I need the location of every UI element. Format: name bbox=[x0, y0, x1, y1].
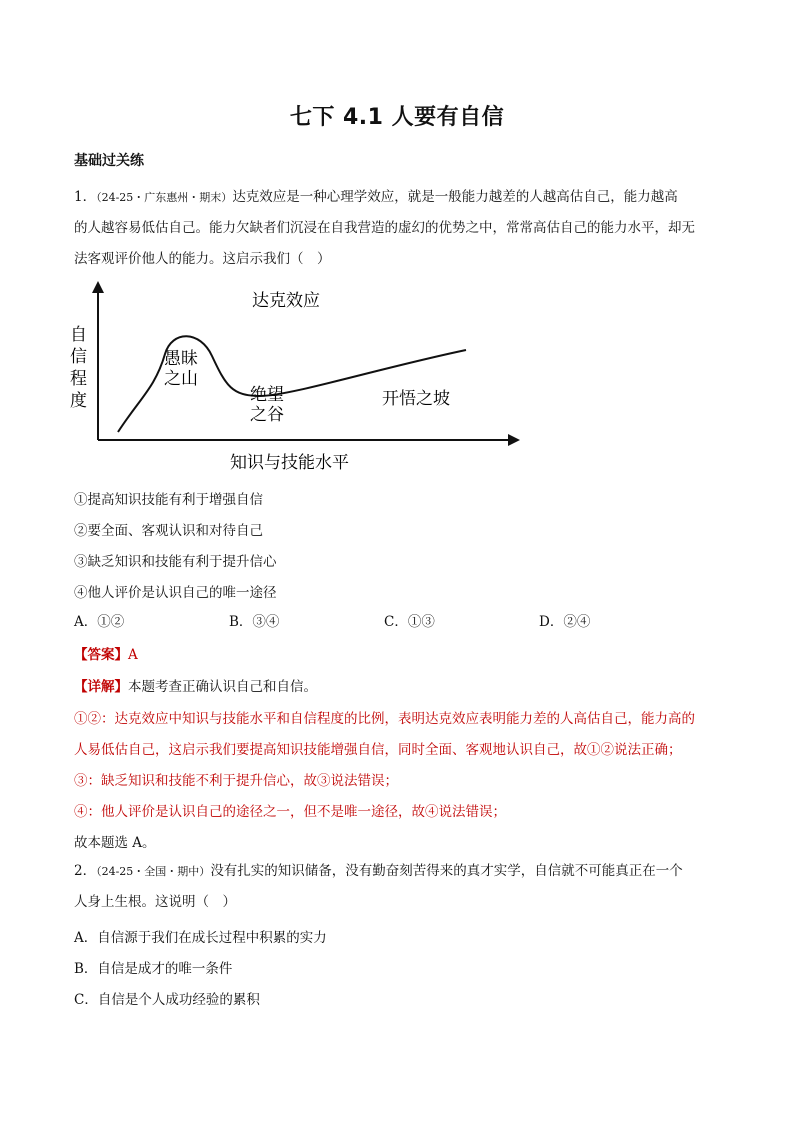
question-2-stem-line-1: 没有扎实的知识储备，没有勤奋刻苦得来的真才实学，自信就不可能真正在一个 bbox=[210, 863, 683, 879]
question-1-number: 1． bbox=[74, 189, 97, 205]
statement-1: ①提高知识技能有利于增强自信 bbox=[74, 492, 263, 508]
question-2-option-c: C．自信是个人成功经验的累积 bbox=[74, 992, 260, 1008]
dunning-kruger-figure bbox=[60, 278, 530, 482]
option-d: D．②④ bbox=[539, 614, 591, 630]
y-axis-label-2: 信 bbox=[70, 347, 87, 367]
x-axis-label: 知识与技能水平 bbox=[230, 453, 349, 473]
statement-4: ④他人评价是认识自己的唯一途径 bbox=[74, 585, 277, 601]
y-axis-arrow bbox=[92, 281, 104, 293]
question-2-option-b: B．自信是成才的唯一条件 bbox=[74, 961, 233, 977]
detail-line bbox=[74, 675, 317, 695]
answer-value: A bbox=[128, 647, 138, 663]
analysis-line-1: ①②：达克效应中知识与技能水平和自信程度的比例，表明达克效应表明能力差的人高估自己，能力高的 bbox=[74, 711, 695, 727]
question-1-stem-line-3: 法客观评价他人的能力。这启示我们（ ） bbox=[74, 251, 331, 267]
question-2-stem-line-2: 人身上生根。这说明（ ） bbox=[74, 894, 236, 910]
page-title: 七下 4.1 人要有自信 bbox=[289, 105, 505, 130]
statement-3: ③缺乏知识和技能有利于提升信心 bbox=[74, 554, 277, 570]
question-2-stem bbox=[74, 856, 724, 918]
valley-label-line-2: 之谷 bbox=[250, 405, 284, 425]
analysis-line-4: ④：他人评价是认识自己的途径之一，但不是唯一途径，故④说法错误； bbox=[74, 804, 506, 820]
option-a: A．①② bbox=[74, 614, 125, 630]
question-1-source: （24-25・广东惠州・期末） bbox=[96, 191, 233, 204]
answer-line bbox=[74, 643, 138, 663]
question-1-stem-line-2: 的人越容易低估自己。能力欠缺者们沉浸在自我营造的虚幻的优势之中，常常高估自己的能力水平，却无 bbox=[74, 220, 695, 236]
detail-text: 本题考查正确认识自己和自信。 bbox=[128, 679, 317, 695]
question-2-number: 2． bbox=[74, 863, 97, 879]
section-heading: 基础过关练 bbox=[74, 153, 144, 169]
analysis-line-2: 人易低估自己，这启示我们要提高知识技能增强自信，同时全面、客观地认识自己，故①②说法正确； bbox=[74, 742, 682, 758]
y-axis-label-4: 度 bbox=[70, 391, 87, 411]
option-c: C．①③ bbox=[384, 614, 435, 630]
question-2-source: （24-25・全国・期中） bbox=[96, 865, 211, 878]
question-1-stem-line-1: 达克效应是一种心理学效应，就是一般能力越差的人越高估自己，能力越高 bbox=[232, 189, 678, 205]
y-axis-label-1: 自 bbox=[70, 325, 87, 345]
conclusion: 故本题选 A。 bbox=[74, 835, 156, 851]
answer-label: 【答案】 bbox=[74, 647, 128, 663]
figure-title: 达克效应 bbox=[252, 291, 320, 311]
valley-label-line-1: 绝望 bbox=[250, 385, 284, 405]
statement-2: ②要全面、客观认识和对待自己 bbox=[74, 523, 263, 539]
slope-label: 开悟之坡 bbox=[382, 389, 450, 409]
detail-label: 【详解】 bbox=[74, 679, 128, 695]
question-2-option-a: A．自信源于我们在成长过程中积累的实力 bbox=[74, 930, 327, 946]
analysis-line-3: ③：缺乏知识和技能不利于提升信心，故③说法错误； bbox=[74, 773, 398, 789]
peak-label-line-2: 之山 bbox=[164, 369, 198, 389]
option-b: B．③④ bbox=[229, 614, 280, 630]
x-axis-arrow bbox=[508, 434, 520, 446]
dunning-kruger-diagram bbox=[60, 278, 530, 478]
question-1-options bbox=[74, 610, 724, 630]
peak-label-line-1: 愚昧 bbox=[164, 349, 198, 369]
question-1-stem bbox=[74, 182, 724, 275]
y-axis-label-3: 程 bbox=[70, 369, 87, 389]
